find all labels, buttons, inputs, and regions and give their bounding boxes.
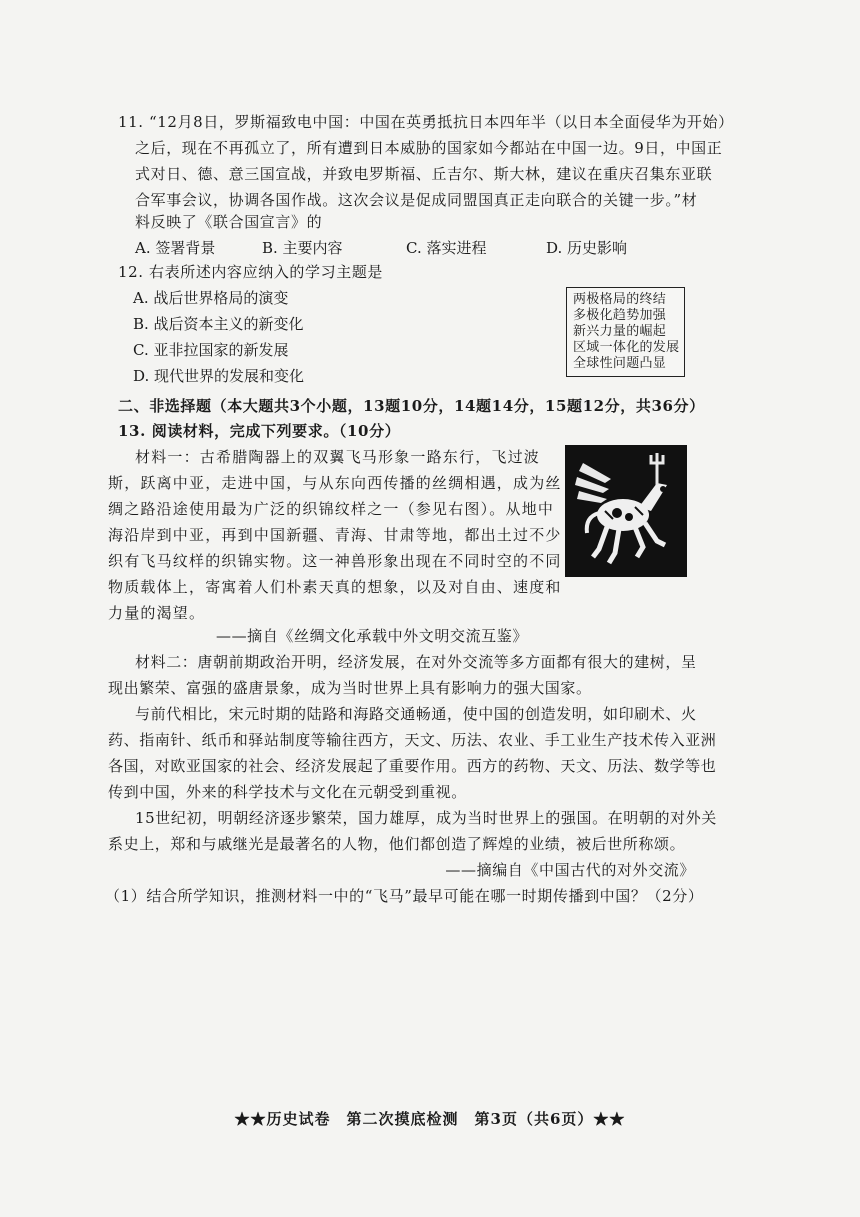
material1-line-5: 织有飞马纹样的织锦实物。这一神兽形象出现在不同时空的不同 [108,552,562,570]
q12-topic-table [566,287,685,377]
material2-line-4: 药、指南针、纸币和驿站制度等输往西方，天文、历法、农业、手工业生产技术传入亚洲 [108,731,717,749]
flying-horse-icon [565,445,687,577]
material2-line-5: 各国，对欧亚国家的社会、经济发展起了重要作用。西方的药物、天文、历法、数学等也 [108,757,717,775]
q11-line-3: 式对日、德、意三国宣战，并致电罗斯福、丘吉尔、斯大林，建议在重庆召集东亚联 [135,165,713,183]
material2-line-2: 现出繁荣、富强的盛唐景象，成为当时世界上具有影响力的强大国家。 [108,679,592,697]
material1-line-2: 斯，跃离中亚，走进中国，与从东向西传播的丝绸相遇，成为丝 [108,474,562,492]
material2-source: ——摘编自《中国古代的对外交流》 [445,861,695,879]
material2-line-8: 系史上，郑和与戚继光是最著名的人物，他们都创造了辉煌的业绩，被后世所称颂。 [108,835,686,853]
q12-option-c: C. 亚非拉国家的新发展 [133,341,289,359]
material2-line-7: 15世纪初，明朝经济逐步繁荣，国力雄厚，成为当时世界上的强国。在明朝的对外关 [135,809,717,827]
q11-option-c: C. 落实进程 [406,239,487,257]
material2-line-3: 与前代相比，宋元时期的陆路和海路交通畅通，使中国的创造发明，如印刷术、火 [135,705,697,723]
q12-option-b: B. 战后资本主义的新变化 [133,315,304,333]
q11-line-5: 料反映了《联合国宣言》的 [135,213,323,231]
flying-horse-brocade-image [565,445,687,577]
q11-line-2: 之后，现在不再孤立了，所有遭到日本威胁的国家如今都站在中国一边。9日，中国正 [135,139,723,157]
q13-subquestion-1: （1）结合所学知识，推测材料一中的“飞马”最早可能在哪一时期传播到中国？（2分） [105,887,704,905]
material1-line-7: 力量的渴望。 [108,604,206,622]
material1-line-4: 海沿岸到中亚，再到中国新疆、青海、甘肃等地，都出土过不少 [108,526,562,544]
section-2-heading: 二、非选择题（本大题共3个小题，13题10分，14题14分，15题12分，共36分） [118,397,705,415]
q12-stem: 12. 右表所述内容应纳入的学习主题是 [118,263,384,281]
q12-table-row: 全球性问题凸显 [573,356,667,371]
q12-table-row: 多极化趋势加强 [573,308,667,323]
q11-line-1: 11. “12月8日，罗斯福致电中国：中国在英勇抵抗日本四年半（以日本全面侵华为开始） [118,113,734,131]
q12-option-d: D. 现代世界的发展和变化 [133,367,305,385]
material2-line-1: 材料二：唐朝前期政治开明，经济发展，在对外交流等多方面都有很大的建树，呈 [135,653,697,671]
q11-option-a: A. 签署背景 [135,239,216,257]
q12-option-a: A. 战后世界格局的演变 [133,289,289,307]
q11-line-4: 合军事会议，协调各国作战。这次会议是促成同盟国真正走向联合的关键一步。”材 [135,191,698,209]
material2-line-6: 传到中国，外来的科学技术与文化在元朝受到重视。 [108,783,467,801]
q13-stem: 13. 阅读材料，完成下列要求。（10分） [118,422,401,440]
material1-line-6: 物质载体上，寄寓着人们朴素天真的想象，以及对自由、速度和 [108,578,562,596]
material1-line-3: 绸之路沿途使用最为广泛的织锦纹样之一（参见右图）。从地中 [108,500,555,518]
material1-source: ——摘自《丝绸文化承载中外文明交流互鉴》 [215,627,528,645]
page-footer: ★★历史试卷 第二次摸底检测 第3页（共6页）★★ [234,1110,626,1128]
material1-line-1: 材料一：古希腊陶器上的双翼飞马形象一路东行，飞过波 [135,448,541,466]
q11-option-b: B. 主要内容 [262,239,343,257]
q11-option-d: D. 历史影响 [546,239,628,257]
q12-table-row: 区域一体化的发展 [573,340,680,355]
q12-table-row: 新兴力量的崛起 [573,324,667,339]
q12-table-row: 两极格局的终结 [573,292,667,307]
